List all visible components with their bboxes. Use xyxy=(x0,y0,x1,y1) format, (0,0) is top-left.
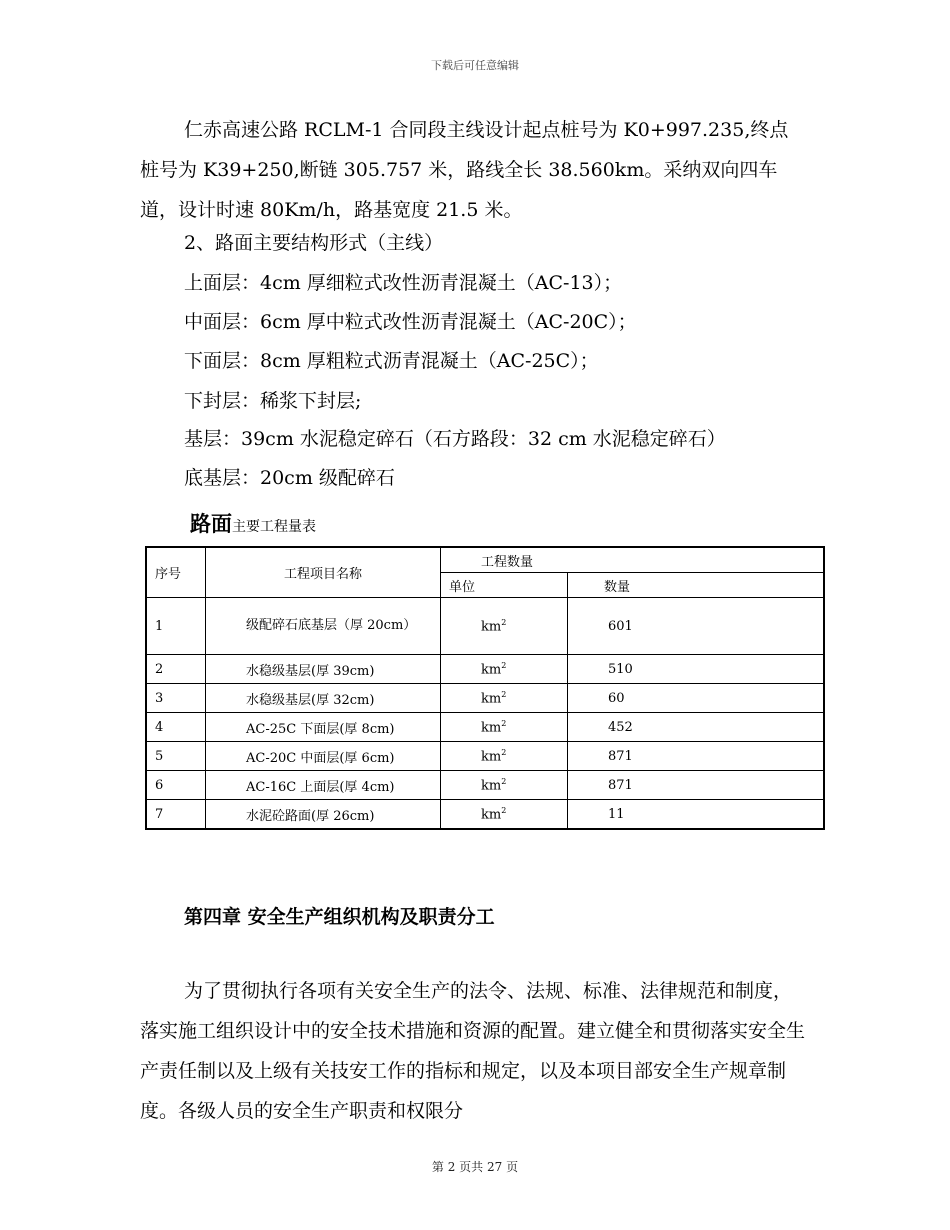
row-amount: 60 xyxy=(568,684,825,713)
row-seq: 1 xyxy=(146,598,206,655)
table-title xyxy=(190,508,316,538)
header-amount: 数量 xyxy=(568,573,825,598)
row-name: 级配碎石底基层（厚 20cm） xyxy=(206,598,441,655)
row-seq: 5 xyxy=(146,742,206,771)
quantity-table xyxy=(145,546,825,830)
row-unit: $km^2$ xyxy=(441,684,568,713)
row-seq: 2 xyxy=(146,655,206,684)
row-unit: $km^2$ xyxy=(441,598,568,655)
row-name: AC-25C 下面层(厚 8cm) xyxy=(206,713,441,742)
table-row xyxy=(146,684,824,713)
table-row xyxy=(146,655,824,684)
header-qty-group: 工程数量 xyxy=(441,547,825,573)
page-header: 下载后可任意编辑 xyxy=(431,59,519,72)
table-row xyxy=(146,713,824,742)
table-title-main: 路面 xyxy=(190,511,232,536)
layer-line: 下面层：8cm 厚粗粒式沥青混凝土（AC-25C）； xyxy=(184,350,599,372)
row-amount: 871 xyxy=(568,742,825,771)
page-footer: 第 2 页共 27 页 xyxy=(431,1160,519,1174)
row-amount: 601 xyxy=(568,598,825,655)
row-seq: 3 xyxy=(146,684,206,713)
chapter-title: 第四章 安全生产组织机构及职责分工 xyxy=(184,906,495,928)
row-amount: 871 xyxy=(568,771,825,800)
header-name: 工程项目名称 xyxy=(206,547,441,598)
row-amount: 452 xyxy=(568,713,825,742)
row-seq: 7 xyxy=(146,800,206,830)
row-unit: $km^2$ xyxy=(441,655,568,684)
chapter-paragraph: 为了贯彻执行各项有关安全生产的法令、法规、标准、法律规范和制度，落实施工组织设计中的安全技术措施和资源的配置。建立健全和贯彻落实安全生产责任制以及上级有关技安工作的指标和规定，以及本项目部安全生产规章制度。各级人员的安全生产职责和权限分 xyxy=(140,980,806,1122)
row-name: 水稳级基层(厚 32cm) xyxy=(206,684,441,713)
row-name: 水泥砼路面(厚 26cm) xyxy=(206,800,441,830)
layer-line: 底基层：20cm 级配碎石 xyxy=(184,467,395,489)
header-seq: 序号 xyxy=(146,547,206,598)
row-name: AC-20C 中面层(厚 6cm) xyxy=(206,742,441,771)
layer-line: 中面层：6cm 厚中粒式改性沥青混凝土（AC-20C）； xyxy=(184,311,637,333)
row-unit: $km^2$ xyxy=(441,713,568,742)
layer-line: 上面层：4cm 厚细粒式改性沥青混凝土（AC-13）； xyxy=(184,272,623,294)
table-row xyxy=(146,771,824,800)
layer-line: 下封层：稀浆下封层; xyxy=(184,390,362,412)
row-name: AC-16C 上面层(厚 4cm) xyxy=(206,771,441,800)
structure-heading: 2、路面主要结构形式（主线） xyxy=(184,232,444,254)
row-amount: 11 xyxy=(568,800,825,830)
row-seq: 6 xyxy=(146,771,206,800)
row-name: 水稳级基层(厚 39cm) xyxy=(206,655,441,684)
table-title-sub: 主要工程量表 xyxy=(232,519,316,535)
header-unit: 单位 xyxy=(441,573,568,598)
table-row xyxy=(146,598,824,655)
row-amount: 510 xyxy=(568,655,825,684)
table-row xyxy=(146,742,824,771)
row-unit: $km^2$ xyxy=(441,771,568,800)
row-unit: $km^2$ xyxy=(441,742,568,771)
table-row xyxy=(146,800,824,830)
intro-paragraph: 仁赤高速公路 RCLM-1 合同段主线设计起点桩号为 K0+997.235,终点桩号为 K39+250,断链 305.757 米，路线全长 38.560km。采纳双向四车道，设计时速 80Km/h，路基宽度 21.5 米。 xyxy=(140,119,789,221)
row-unit: $km^2$ xyxy=(441,800,568,830)
layer-line: 基层：39cm 水泥稳定碎石（石方路段：32 cm 水泥稳定碎石） xyxy=(184,428,726,450)
row-seq: 4 xyxy=(146,713,206,742)
